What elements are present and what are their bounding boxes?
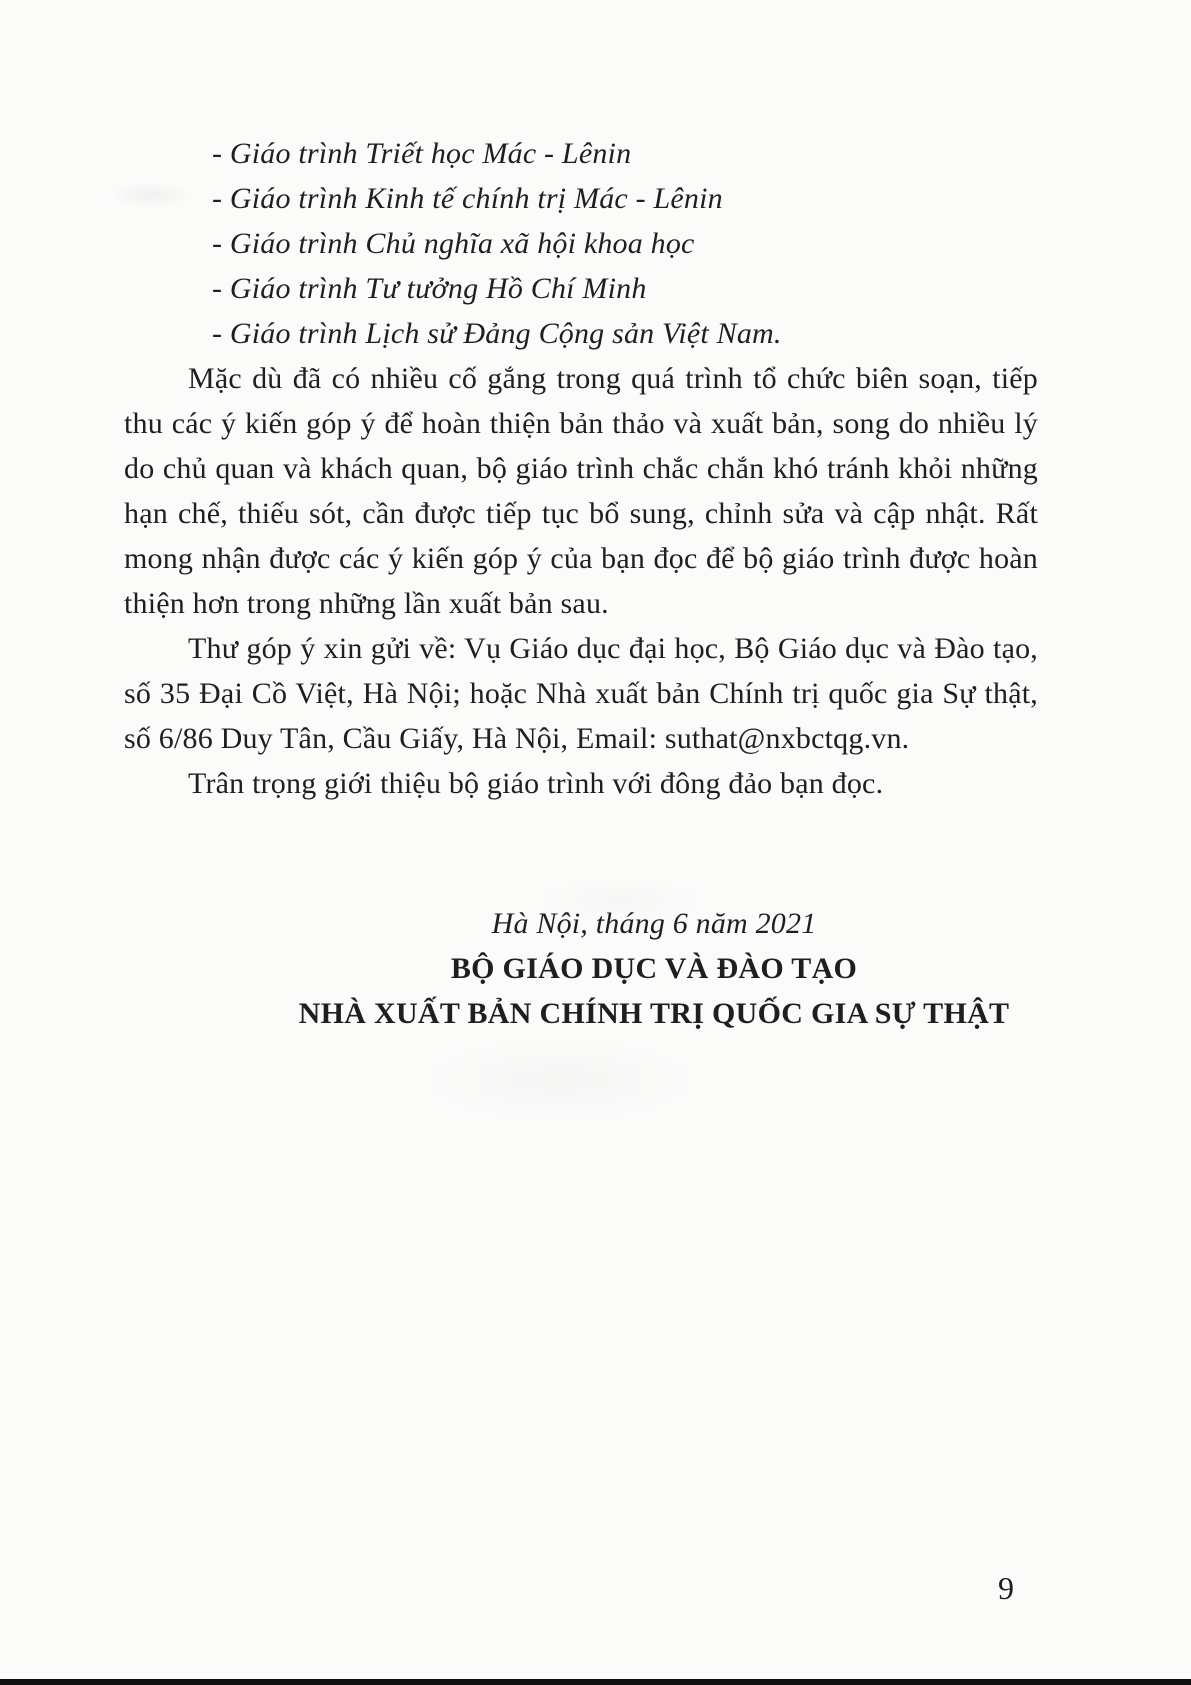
page-number: 9 <box>998 1570 1014 1606</box>
textbook-title-list <box>124 131 1038 356</box>
list-item: - Giáo trình Tư tưởng Hồ Chí Minh <box>212 272 647 305</box>
paragraph-effort-note: Mặc dù đã có nhiều cố gắng trong quá trình tổ chức biên soạn, tiếp thu các ý kiến góp ý để hoàn thiện bản thảo và xuất bản, song do nhiều lý do chủ quan và khách quan, bộ giáo trình chắc chắn khó tránh khỏi những hạn chế, thiếu sót, cần được tiếp tục bổ sung, chỉnh sửa và cập nhật. Rất mong nhận được các ý kiến góp ý của bạn đọc để bộ giáo trình được hoàn thiện hơn trong những lần xuất bản sau. <box>124 362 1038 620</box>
paragraph-introduction-closing: Trân trọng giới thiệu bộ giáo trình với đông đảo bạn đọc. <box>188 767 884 800</box>
list-item: - Giáo trình Lịch sử Đảng Cộng sản Việt Nam. <box>212 317 782 350</box>
signoff-org-ministry: BỘ GIÁO DỤC VÀ ĐÀO TẠO <box>450 952 858 985</box>
scan-edge-bar <box>0 1679 1191 1685</box>
list-item: - Giáo trình Chủ nghĩa xã hội khoa học <box>212 227 695 260</box>
signoff-block <box>259 901 1049 1036</box>
page-text-block <box>124 131 1038 1036</box>
list-item: - Giáo trình Triết học Mác - Lênin <box>212 137 632 170</box>
paragraph-feedback-address: Thư góp ý xin gửi về: Vụ Giáo dục đại học, Bộ Giáo dục và Đào tạo, số 35 Đại Cồ Việt, Hà Nội; hoặc Nhà xuất bản Chính trị quốc gia Sự thật, số 6/86 Duy Tân, Cầu Giấy, Hà Nội, Email: suthat@nxbctqg.vn. <box>124 632 1038 755</box>
signoff-dateline: Hà Nội, tháng 6 năm 2021 <box>491 907 817 940</box>
list-item: - Giáo trình Kinh tế chính trị Mác - Lênin <box>212 182 723 215</box>
signoff-org-publisher: NHÀ XUẤT BẢN CHÍNH TRỊ QUỐC GIA SỰ THẬT <box>298 997 1010 1030</box>
